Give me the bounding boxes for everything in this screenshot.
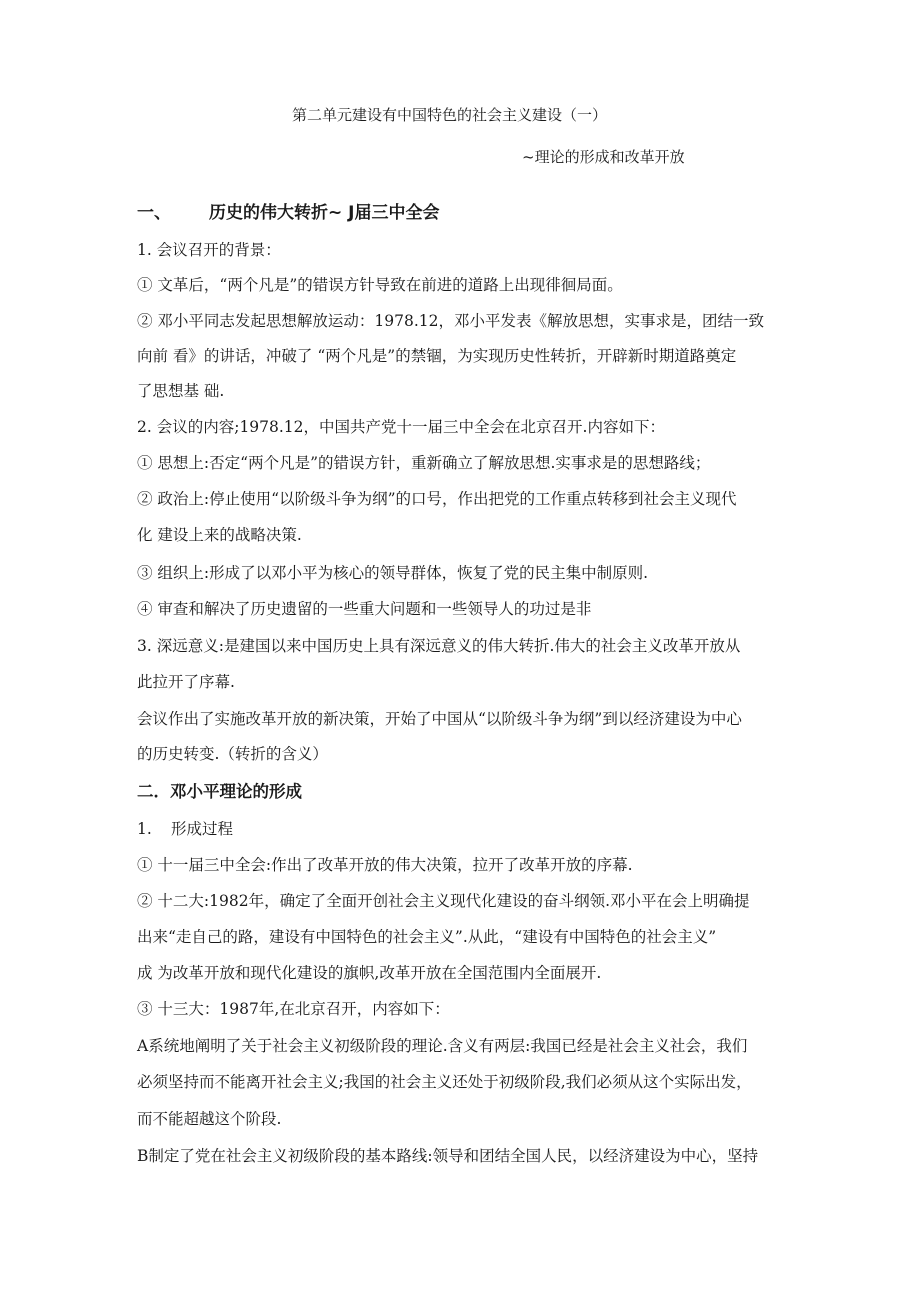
paragraph-line: ② 政治上:停止使用“以阶级斗争为纲”的口号，作出把党的工作重点转移到社会主义现代 <box>137 490 737 508</box>
paragraph-line: 化 建设上来的战略决策. <box>137 526 302 544</box>
section-number: 一、 <box>137 203 171 223</box>
paragraph-line: A系统地阐明了关于社会主义初级阶段的理论.含义有两层:我国已经是社会主义社会，我们 <box>137 1037 748 1055</box>
subsection-label: 形成过程 <box>171 820 234 838</box>
paragraph-line: 向前 看》的讲话，冲破了 “两个凡是”的禁锢，为实现历史性转折，开辟新时期道路奠定 <box>137 347 737 365</box>
paragraph-line: ① 十一届三中全会:作出了改革开放的伟大决策，拉开了改革开放的序幕. <box>137 856 633 874</box>
paragraph-line: 了思想基 础. <box>137 382 225 400</box>
section-title: 历史的伟大转折~ J届三中全会 <box>209 203 440 223</box>
paragraph-line: 出来“走自己的路，建设有中国特色的社会主义”.从此，“建设有中国特色的社会主义” <box>137 928 717 946</box>
paragraph-line: ② 邓小平同志发起思想解放运动：1978.12，邓小平发表《解放思想，实事求是，团结一致 <box>137 312 765 330</box>
paragraph-line: 必须坚持而不能离开社会主义;我国的社会主义还处于初级阶段,我们必须从这个实际出发， <box>137 1073 752 1091</box>
paragraph-line: ③ 组织上:形成了以邓小平为核心的领导群体，恢复了党的民主集中制原则. <box>137 564 649 582</box>
paragraph-line: 成 为改革开放和现代化建设的旗帜,改革开放在全国范围内全面展开. <box>137 964 602 982</box>
section-heading-2: 二．邓小平理论的形成 <box>137 782 302 801</box>
paragraph-line: ② 十二大:1982年，确定了全面开创社会主义现代化建设的奋斗纲领.邓小平在会上明确提 <box>137 892 750 910</box>
paragraph-line: 而不能超越这个阶段. <box>137 1110 282 1128</box>
section-heading-1 <box>137 202 440 224</box>
paragraph-line: 1. 会议召开的背景： <box>137 241 281 259</box>
paragraph-line: 此拉开了序幕. <box>137 673 235 691</box>
paragraph-line: 2. 会议的内容;1978.12，中国共产党十一届三中全会在北京召开.内容如下： <box>137 418 665 436</box>
paragraph-line: ① 思想上:否定“两个凡是”的错误方针，重新确立了解放思想.实事求是的思想路线； <box>137 454 711 472</box>
paragraph-line: ④ 审查和解决了历史遗留的一些重大问题和一些领导人的功过是非 <box>137 600 592 618</box>
paragraph-line: ① 文革后，“两个凡是”的错误方针导致在前进的道路上出现徘徊局面。 <box>137 276 623 294</box>
paragraph-line: 的历史转变.（转折的含义） <box>137 745 328 763</box>
paragraph-line: 会议作出了实施改革开放的新决策，开始了中国从“以阶级斗争为纲”到以经济建设为中心 <box>137 710 742 728</box>
paragraph-line: 3. 深远意义:是建国以来中国历史上具有深远意义的伟大转折.伟大的社会主义改革开放从 <box>137 637 741 655</box>
subsection-heading <box>137 818 233 840</box>
doc-subtitle: ~理论的形成和改革开放 <box>522 148 685 166</box>
subsection-number: 1. <box>137 820 152 838</box>
doc-title: 第二单元建设有中国特色的社会主义建设（一） <box>292 106 608 124</box>
paragraph-line: B制定了党在社会主义初级阶段的基本路线:领导和团结全国人民，以经济建设为中心，坚持 <box>137 1147 759 1165</box>
paragraph-line: ③ 十三大：1987年,在北京召开，内容如下： <box>137 1000 450 1018</box>
